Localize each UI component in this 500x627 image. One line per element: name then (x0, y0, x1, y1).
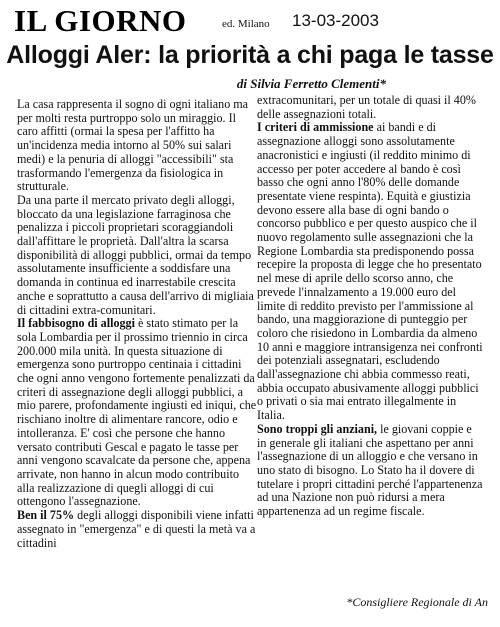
article-headline: Alloggi Aler: la priorità a chi paga le tasse (6, 41, 494, 69)
paragraph-lead: Ben il 75% (17, 508, 75, 523)
paragraph (257, 423, 483, 519)
author-footnote: *Consigliere Regionale di An (346, 595, 488, 609)
publication-date: 13-03-2003 (292, 11, 379, 30)
paragraph: extracomunitari, per un totale di quasi il 40% delle assegnazioni totali. (257, 93, 476, 121)
paragraph-lead: Il fabbisogno di alloggi (17, 316, 135, 331)
paragraph-text: è stato stimato per la sola Lombardia per il prossimo triennio in circa 200.000 mila unità. In questa situazione di emergenza sono purtroppo centinaia i cittadini che ogni anno vengono fortemente penalizzati da criteri di assegnazione degli alloggi pubblici, a mio parere, profondamente ingiusti ed iniqui, che rischiano inoltre di alimentare rancore, odio e intolleranza. E' così che persone che hanno versato contributi Gescal e pagato le tasse per anni vengono scavalcate da persone che, appena arrivate, non hanno in alcun modo contribuito alla realizzazione di quegli alloggi di cui ottengono l'assegnazione. (17, 316, 257, 509)
article-column-right (257, 94, 483, 519)
article-byline: di Silvia Ferretto Clementi* (236, 76, 386, 91)
paragraph-text: ai bandi e di assegnazione alloggi sono assolutamente anacronistici e ingiusti (il reddito minimo di accesso per poter accedere al bando è così basso che ogni anno l'80% delle domande presentate viene respinta). Equità e giustizia devono essere alla base di ogni bando o concorso pubblico e per questo auspico che il nuovo regolamento sulle assegnazioni che la Regione Lombardia sta predisponendo possa recepire la proposta di legge che ho presentato nel mese di aprile dello scorso anno, che prevede l'innalzamento a 19.000 euro del limite di reddito previsto per l'ammissione al bando, una maggiorazione di punteggio per coloro che risiedono in Lombardia da almeno 10 anni e maggiore intransigenza nei confronti dei potenziali assegnatari, escludendo dall'assegnazione chi abbia commesso reati, abbia occupato abusivamente alloggi pubblici o privati o sia mai entrato illegalmente in Italia. (257, 120, 483, 423)
paragraph-lead: Sono troppi gli anziani, (257, 421, 378, 436)
edition-label: ed. Milano (222, 18, 270, 30)
paragraph-text: le giovani coppie e in generale gli italiani che aspettano per anni l'assegnazione di un alloggio e che versano in uno stato di bisogno. Lo Stato ha il dovere di tutelare i propri cittadini perché l'appartenenza ad una Nazione non può ridursi a mera appartenenza ad un regime fiscale. (257, 421, 483, 519)
paragraph (17, 317, 257, 509)
newspaper-logo: IL GIORNO (14, 3, 187, 38)
paragraph-lead: I criteri di ammissione (257, 120, 374, 135)
paragraph (257, 121, 483, 422)
paragraph-text: degli alloggi disponibili viene infatti assegnato in "emergenza" e di questi la metà va a cittadini (17, 508, 256, 550)
paragraph: La casa rappresenta il sogno di ogni italiano ma per molti resta purtroppo solo un miraggio. Il caro affitti (ormai la spesa per l'affitto ha un'incidenza media intorno al 50% sui salari medi) e la penuria di alloggi "accessibili" sta trasformando l'emergenza da fisiologica in strutturale. (17, 97, 249, 194)
masthead (10, 4, 490, 44)
paragraph (17, 509, 257, 550)
article-column-left (17, 98, 257, 550)
paragraph: Da una parte il mercato privato degli alloggi, bloccato da una legislazione farraginosa che penalizza i piccoli proprietari scoraggiandoli dall'affittare le proprietà. Dall'altra la scarsa disponibilità di alloggi pubblici, ormai da tempo assolutamente insufficiente a soddisfare una domanda in continua ed inarrestabile crescita anche e soprattutto a causa dell'arrivo di migliaia di cittadini extra-comunitari. (17, 192, 254, 317)
